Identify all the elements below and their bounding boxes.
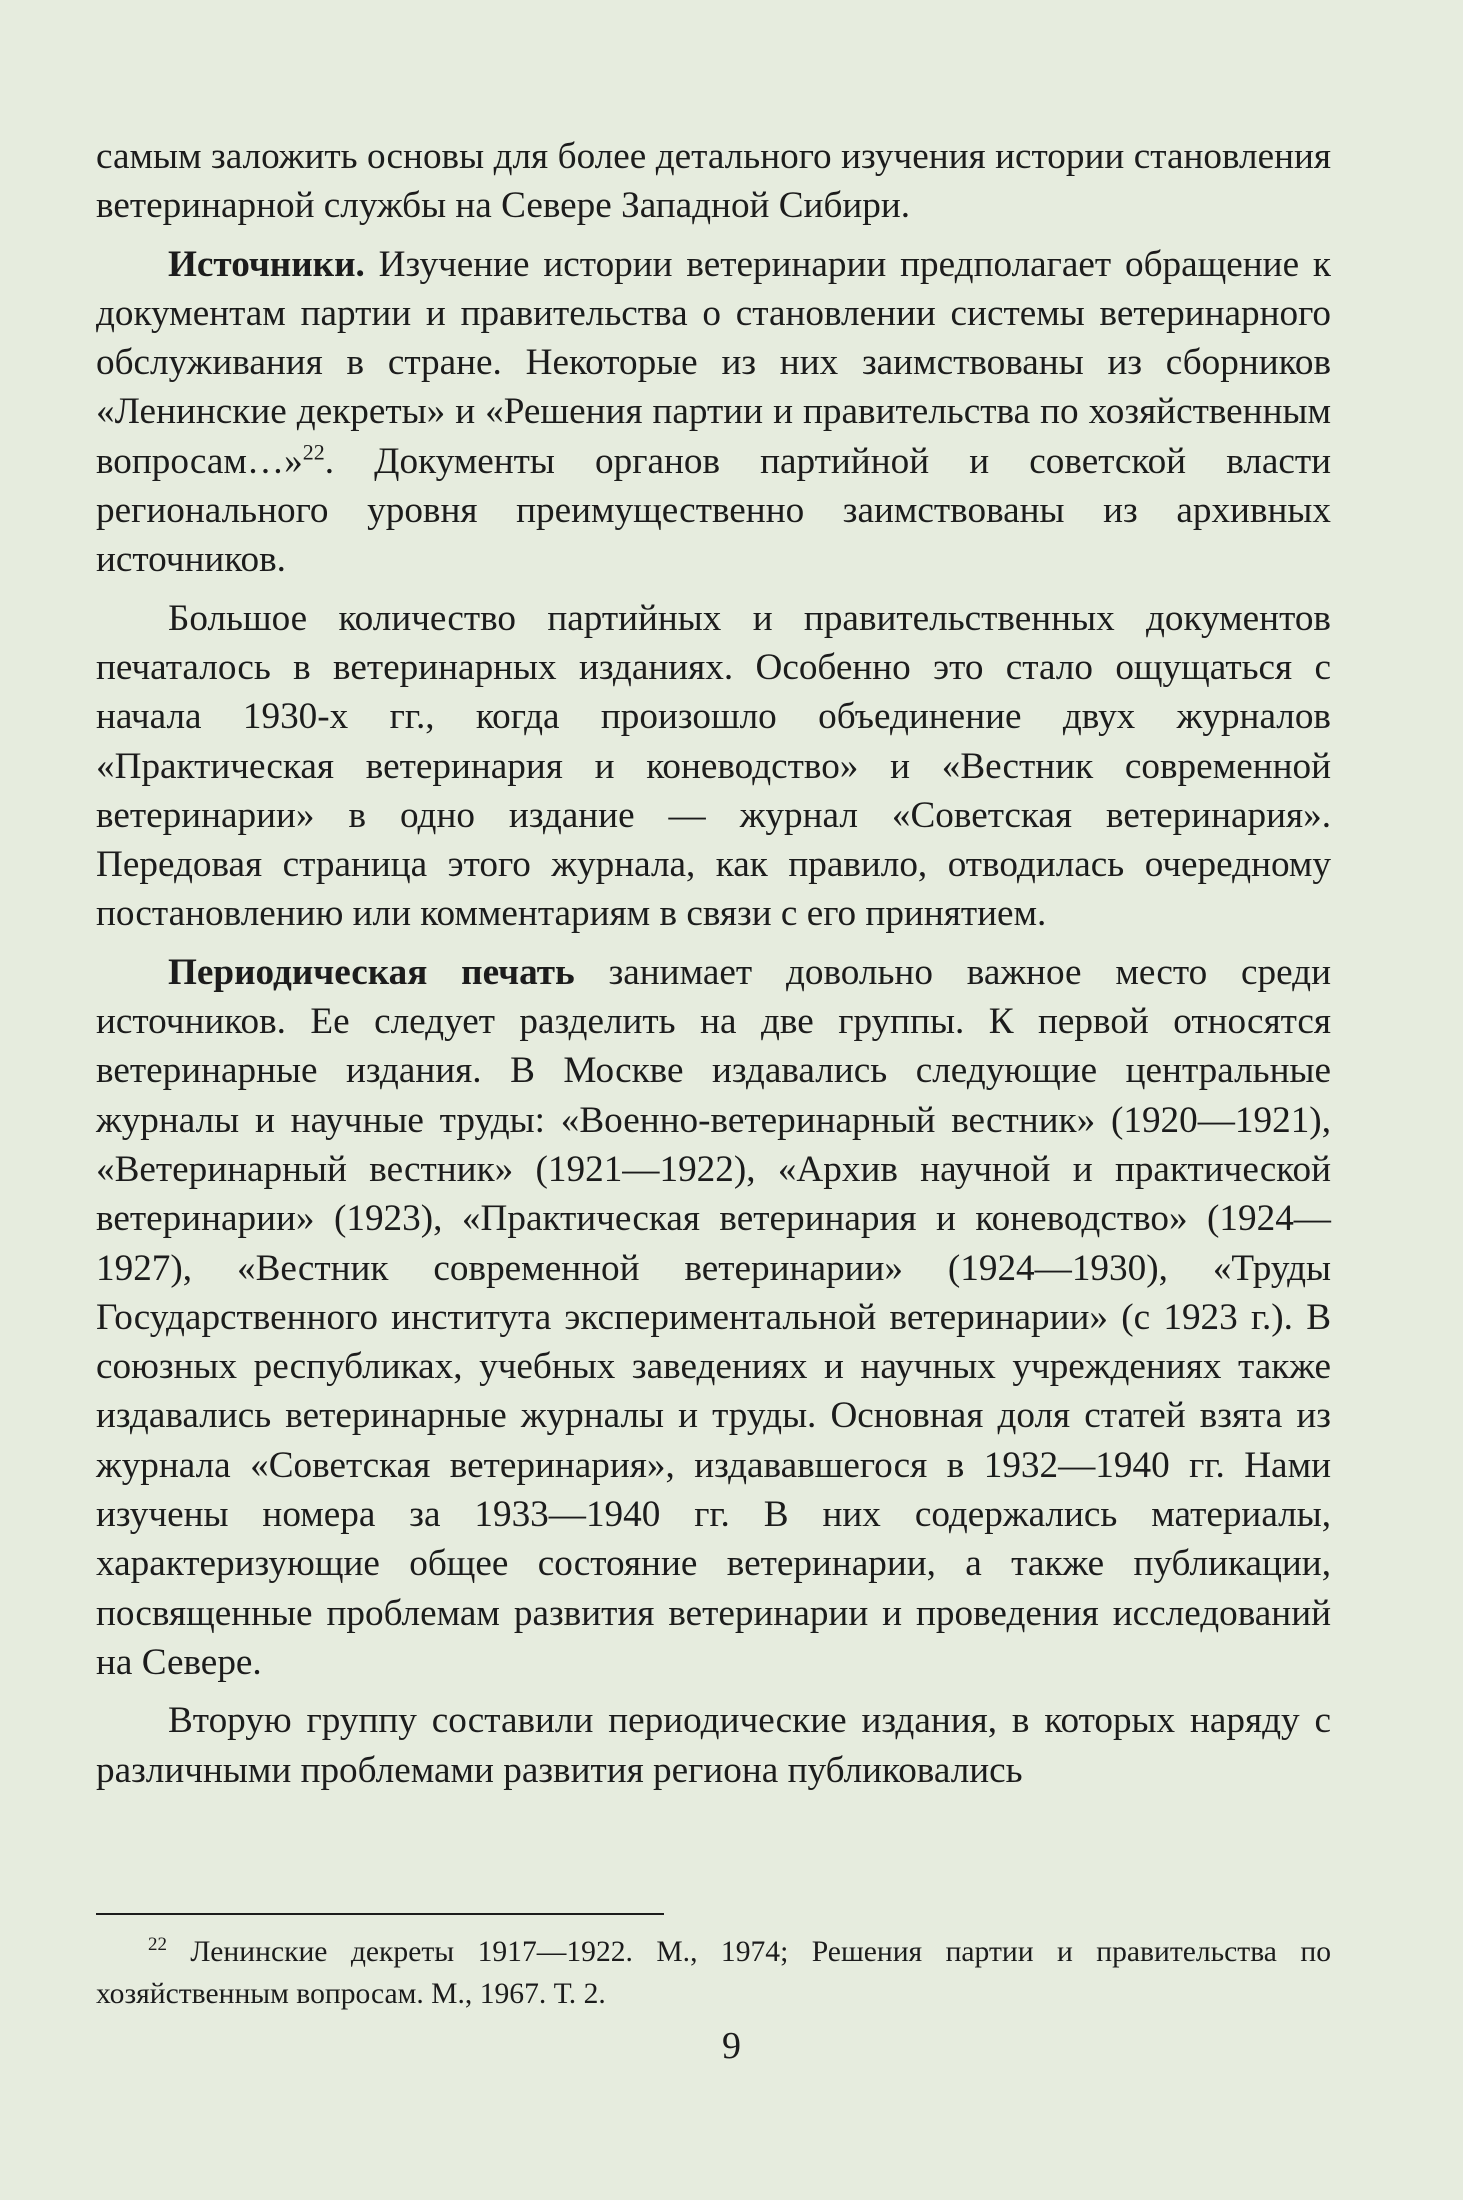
paragraph-continuation: самым заложить основы для более детального изучения истории становления ветеринарной службы на Севере Западной Сибири. [96, 136, 1331, 227]
footnote-number: 22 [148, 1934, 167, 1956]
paragraph-sources: Источники. Изучение истории ветеринарии предполагает обращение к документам партии и правительства о становлении системы ветеринарного обслуживания в стране. Некоторые из них заимствованы из сборников «Ленинские декреты» и «Решения партии и правительства по хозяйственным вопросам…»$^{22}$. Документы органов партийной и советской власти регионального уровня преимущественно заимствованы из архивных источников. [96, 243, 1331, 581]
section-lead-sources: Источники. [168, 243, 365, 285]
page-number: 9 [722, 2025, 741, 2067]
footnote-reference: 22 [302, 439, 325, 465]
paragraph-second-group: Вторую группу составили периодические издания, в которых наряду с различными проблемами развития региона публиковались [96, 1700, 1331, 1791]
footnote-divider [96, 1913, 664, 1915]
paragraph-vet-publications: Большое количество партийных и правительственных документов печаталось в ветеринарных изданиях. Особенно это стало ощущаться с начала 1930-х гг., когда произошло объединение двух журналов «Практическая ветеринария и коневодство» и «Вестник современной ветеринарии» в одно издание — журнал «Советская ветеринария». Передовая страница этого журнала, как правило, отводилась очередному постановлению или комментариям в связи с его принятием. [96, 597, 1331, 935]
footnote [96, 1931, 1331, 2015]
main-text [96, 132, 1331, 1795]
paragraph-periodicals: Периодическая печать занимает довольно важное место среди источников. Ее следует разделить на две группы. К первой относятся ветеринарные издания. В Москве издавались следующие центральные журналы и научные труды: «Военно-ветеринарный вестник» (1920—1921), «Ветеринарный вестник» (1921—1922), «Архив научной и практической ветеринарии» (1923), «Практическая ветеринария и коневодство» (1924—1927), «Вестник современной ветеринарии» (1924—1930), «Труды Государственного института экспериментальной ветеринарии» (с 1923 г.). В союзных республиках, учебных заведениях и научных учреждениях также издавались ветеринарные журналы и труды. Основная доля статей взята из журнала «Советская ветеринария», издававшегося в 1932—1940 гг. Нами изучены номера за 1933—1940 гг. В них содержались материалы, характеризующие общее состояние ветеринарии, а также публикации, посвященные проблемам развития ветеринарии и проведения исследований на Севере. [96, 951, 1331, 1683]
footnote-text: Ленинские декреты 1917—1922. М., 1974; Решения партии и правительства по хозяйственным вопросам. М., 1967. Т. 2. [96, 1936, 1331, 2010]
section-lead-periodicals: Периодическая печать [168, 951, 575, 993]
